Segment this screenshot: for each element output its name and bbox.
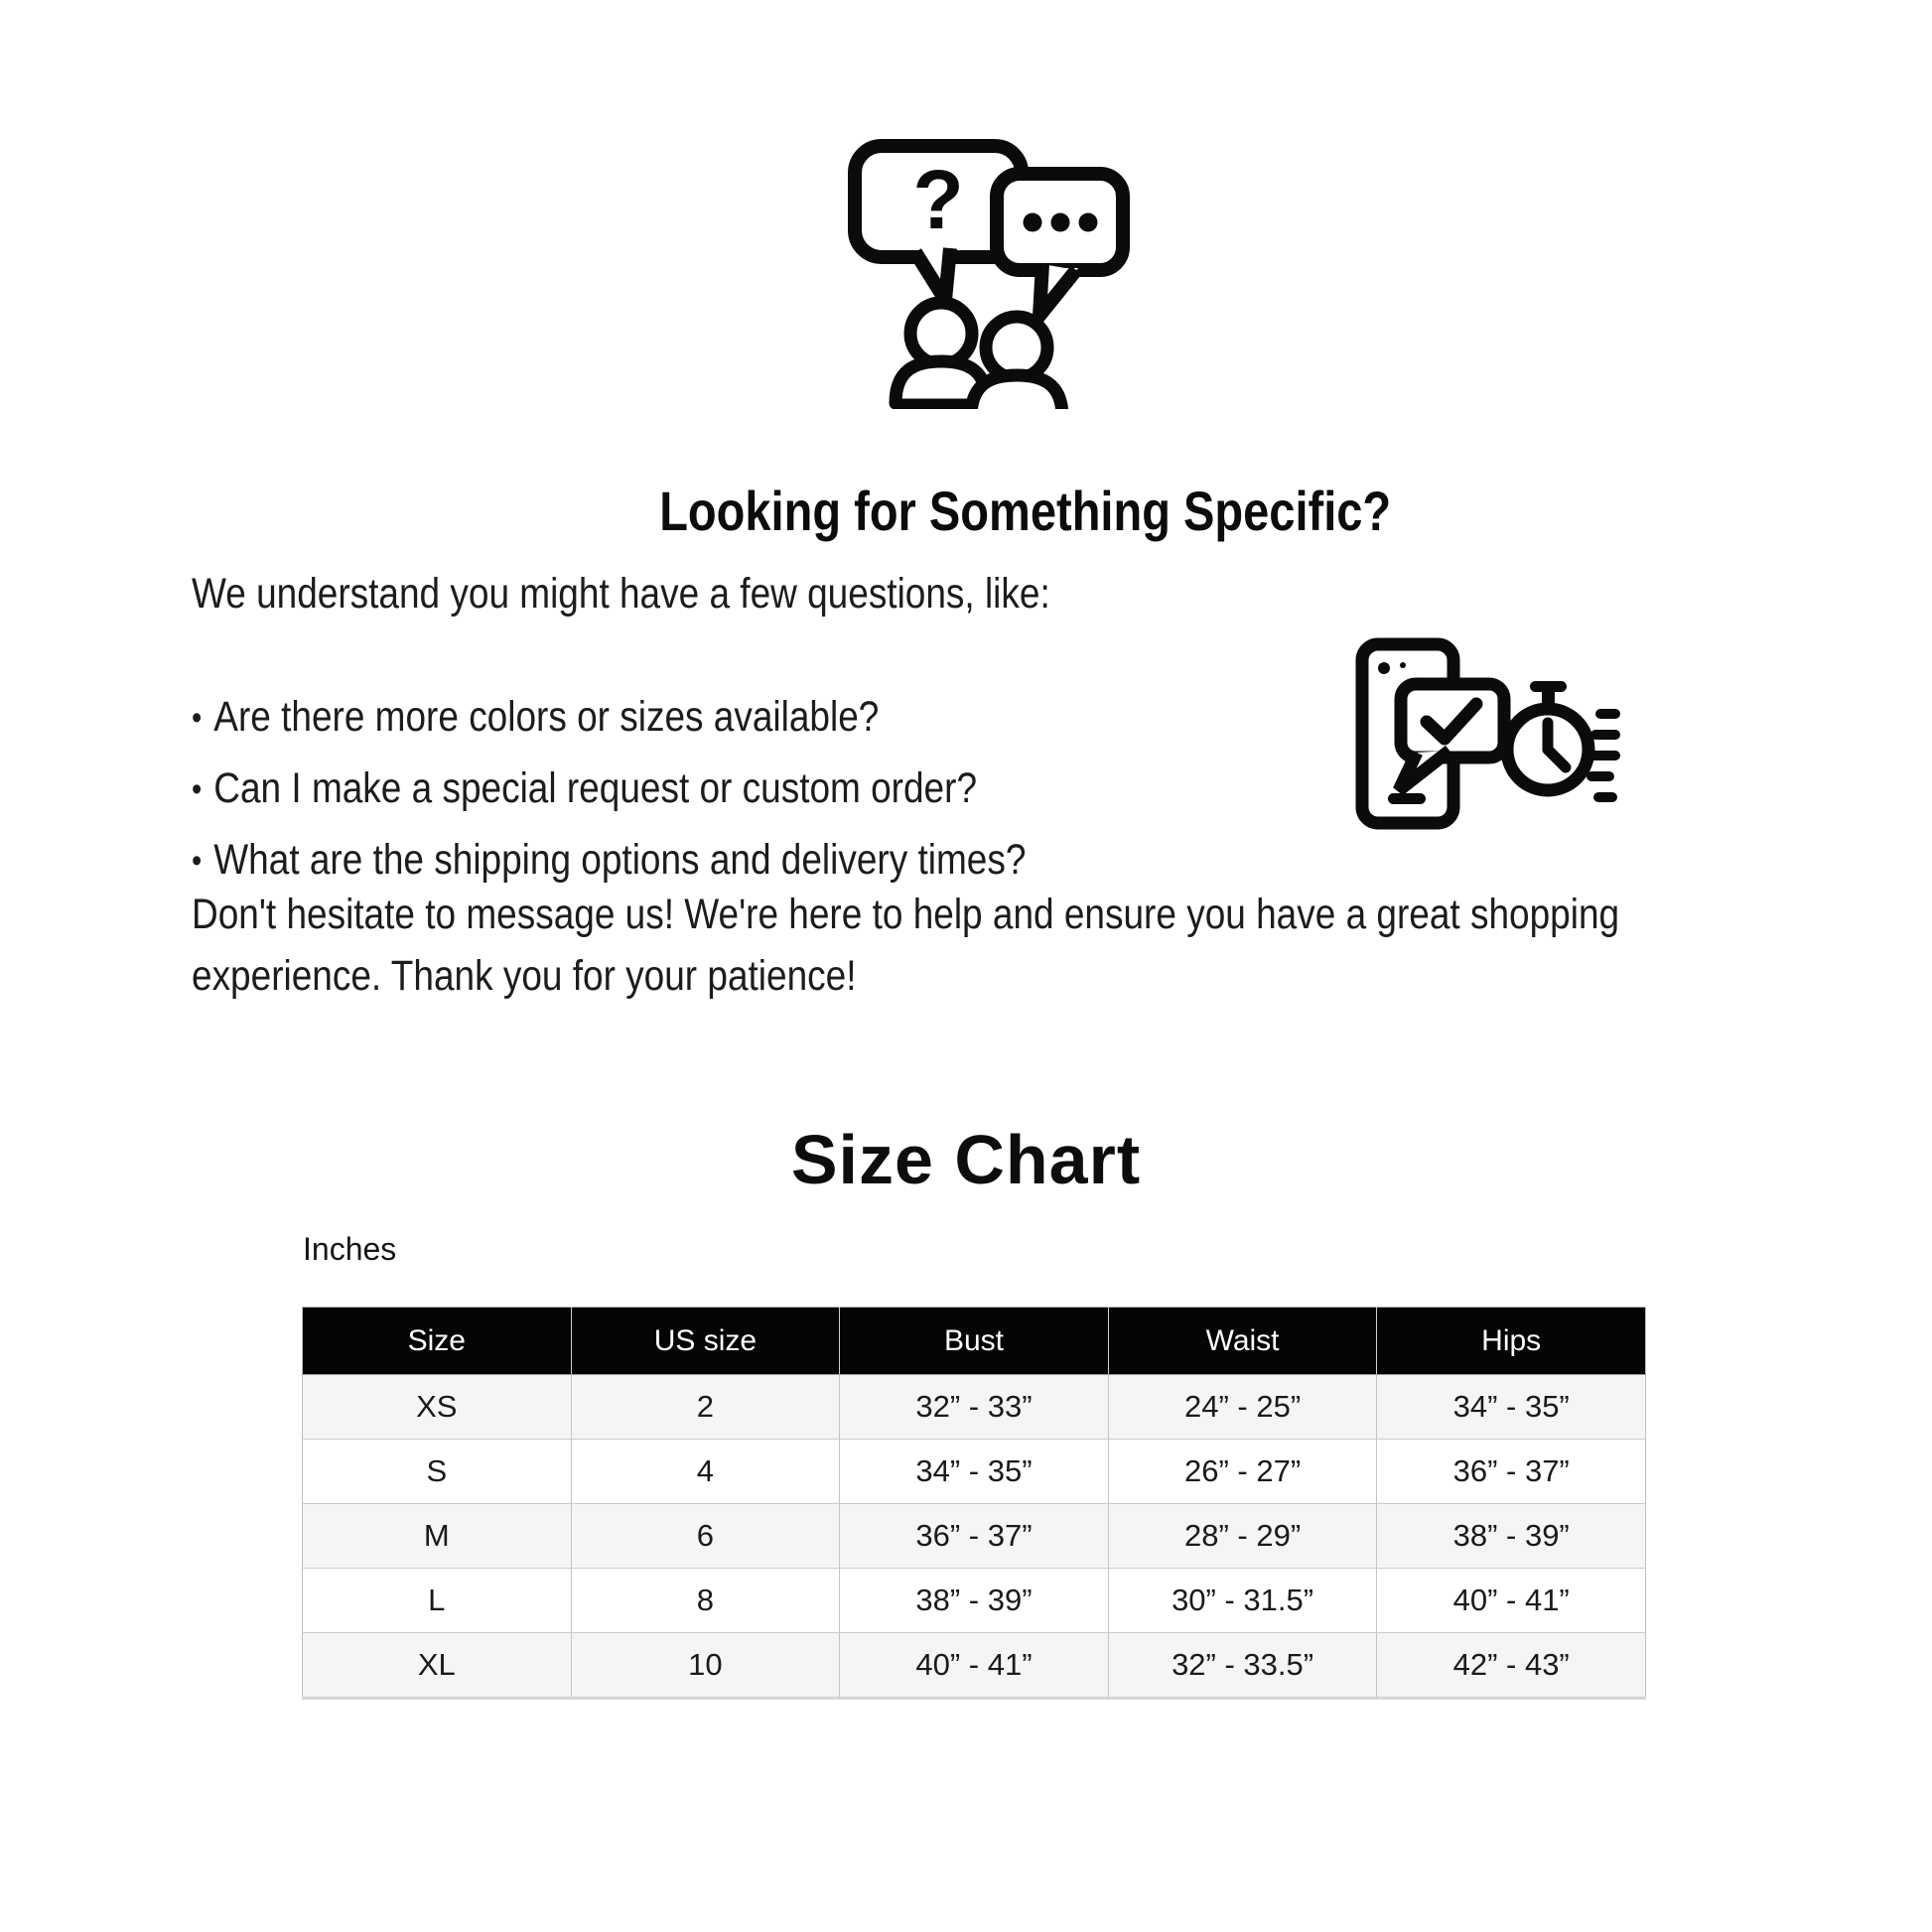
size-cell: 40” - 41” xyxy=(840,1633,1109,1698)
size-cell: 42” - 43” xyxy=(1377,1633,1646,1698)
question-text: What are the shipping options and delivery times? xyxy=(213,836,1027,884)
size-cell: 26” - 27” xyxy=(1108,1440,1377,1504)
table-row xyxy=(303,1440,1646,1504)
size-cell: 32” - 33.5” xyxy=(1108,1633,1377,1698)
size-cell: 30” - 31.5” xyxy=(1108,1569,1377,1633)
table-row xyxy=(303,1569,1646,1633)
size-cell: 38” - 39” xyxy=(840,1569,1109,1633)
size-chart-table xyxy=(302,1307,1646,1698)
size-cell: 28” - 29” xyxy=(1108,1504,1377,1569)
size-cell: 4 xyxy=(571,1440,840,1504)
outro-line: experience. Thank you for your patience! xyxy=(192,952,857,1000)
bullet-glyph: • xyxy=(192,842,203,880)
size-cell: 24” - 25” xyxy=(1108,1375,1377,1440)
column-header: Size xyxy=(303,1308,572,1375)
bullet-glyph: • xyxy=(192,699,203,737)
header-row xyxy=(303,1308,1646,1375)
size-cell: 36” - 37” xyxy=(1377,1440,1646,1504)
size-cell: 32” - 33” xyxy=(840,1375,1109,1440)
size-cell: 6 xyxy=(571,1504,840,1569)
question-text: Are there more colors or sizes available? xyxy=(213,693,880,741)
table-row xyxy=(303,1633,1646,1698)
size-cell: 10 xyxy=(571,1633,840,1698)
outro-line: Don't hesitate to message us! We're here to help and ensure you have a great shopping xyxy=(192,891,1620,938)
column-header: Waist xyxy=(1108,1308,1377,1375)
intro-text: We understand you might have a few questions, like: xyxy=(192,570,1050,618)
size-cell: XL xyxy=(303,1633,572,1698)
column-header: Hips xyxy=(1377,1308,1646,1375)
question-text: Can I make a special request or custom order? xyxy=(213,764,978,812)
size-cell: 36” - 37” xyxy=(840,1504,1109,1569)
size-cell: 34” - 35” xyxy=(840,1440,1109,1504)
size-cell: 40” - 41” xyxy=(1377,1569,1646,1633)
column-header: Bust xyxy=(840,1308,1109,1375)
size-cell: L xyxy=(303,1569,572,1633)
size-chart-title: Size Chart xyxy=(790,1121,1142,1198)
size-chart-section xyxy=(302,1307,1646,1698)
units-label: Inches xyxy=(303,1231,397,1267)
size-table-header xyxy=(303,1308,1646,1375)
bullet-glyph: • xyxy=(192,770,203,808)
table-row xyxy=(303,1375,1646,1440)
size-cell: S xyxy=(303,1440,572,1504)
phone-message-timer-icon xyxy=(1354,637,1620,830)
outro-text xyxy=(192,884,1852,1007)
size-cell: 34” - 35” xyxy=(1377,1375,1646,1440)
question-item xyxy=(192,681,1162,753)
question-item xyxy=(192,753,1162,824)
page-title: Looking for Something Specific? xyxy=(659,480,1392,542)
size-table-body xyxy=(303,1375,1646,1698)
size-cell: 2 xyxy=(571,1375,840,1440)
chat-questions-icon xyxy=(846,137,1130,409)
size-cell: XS xyxy=(303,1375,572,1440)
question-list xyxy=(192,681,1162,896)
size-cell: M xyxy=(303,1504,572,1569)
table-row xyxy=(303,1504,1646,1569)
size-cell: 8 xyxy=(571,1569,840,1633)
size-cell: 38” - 39” xyxy=(1377,1504,1646,1569)
column-header: US size xyxy=(571,1308,840,1375)
svg-text:?: ? xyxy=(912,153,964,246)
